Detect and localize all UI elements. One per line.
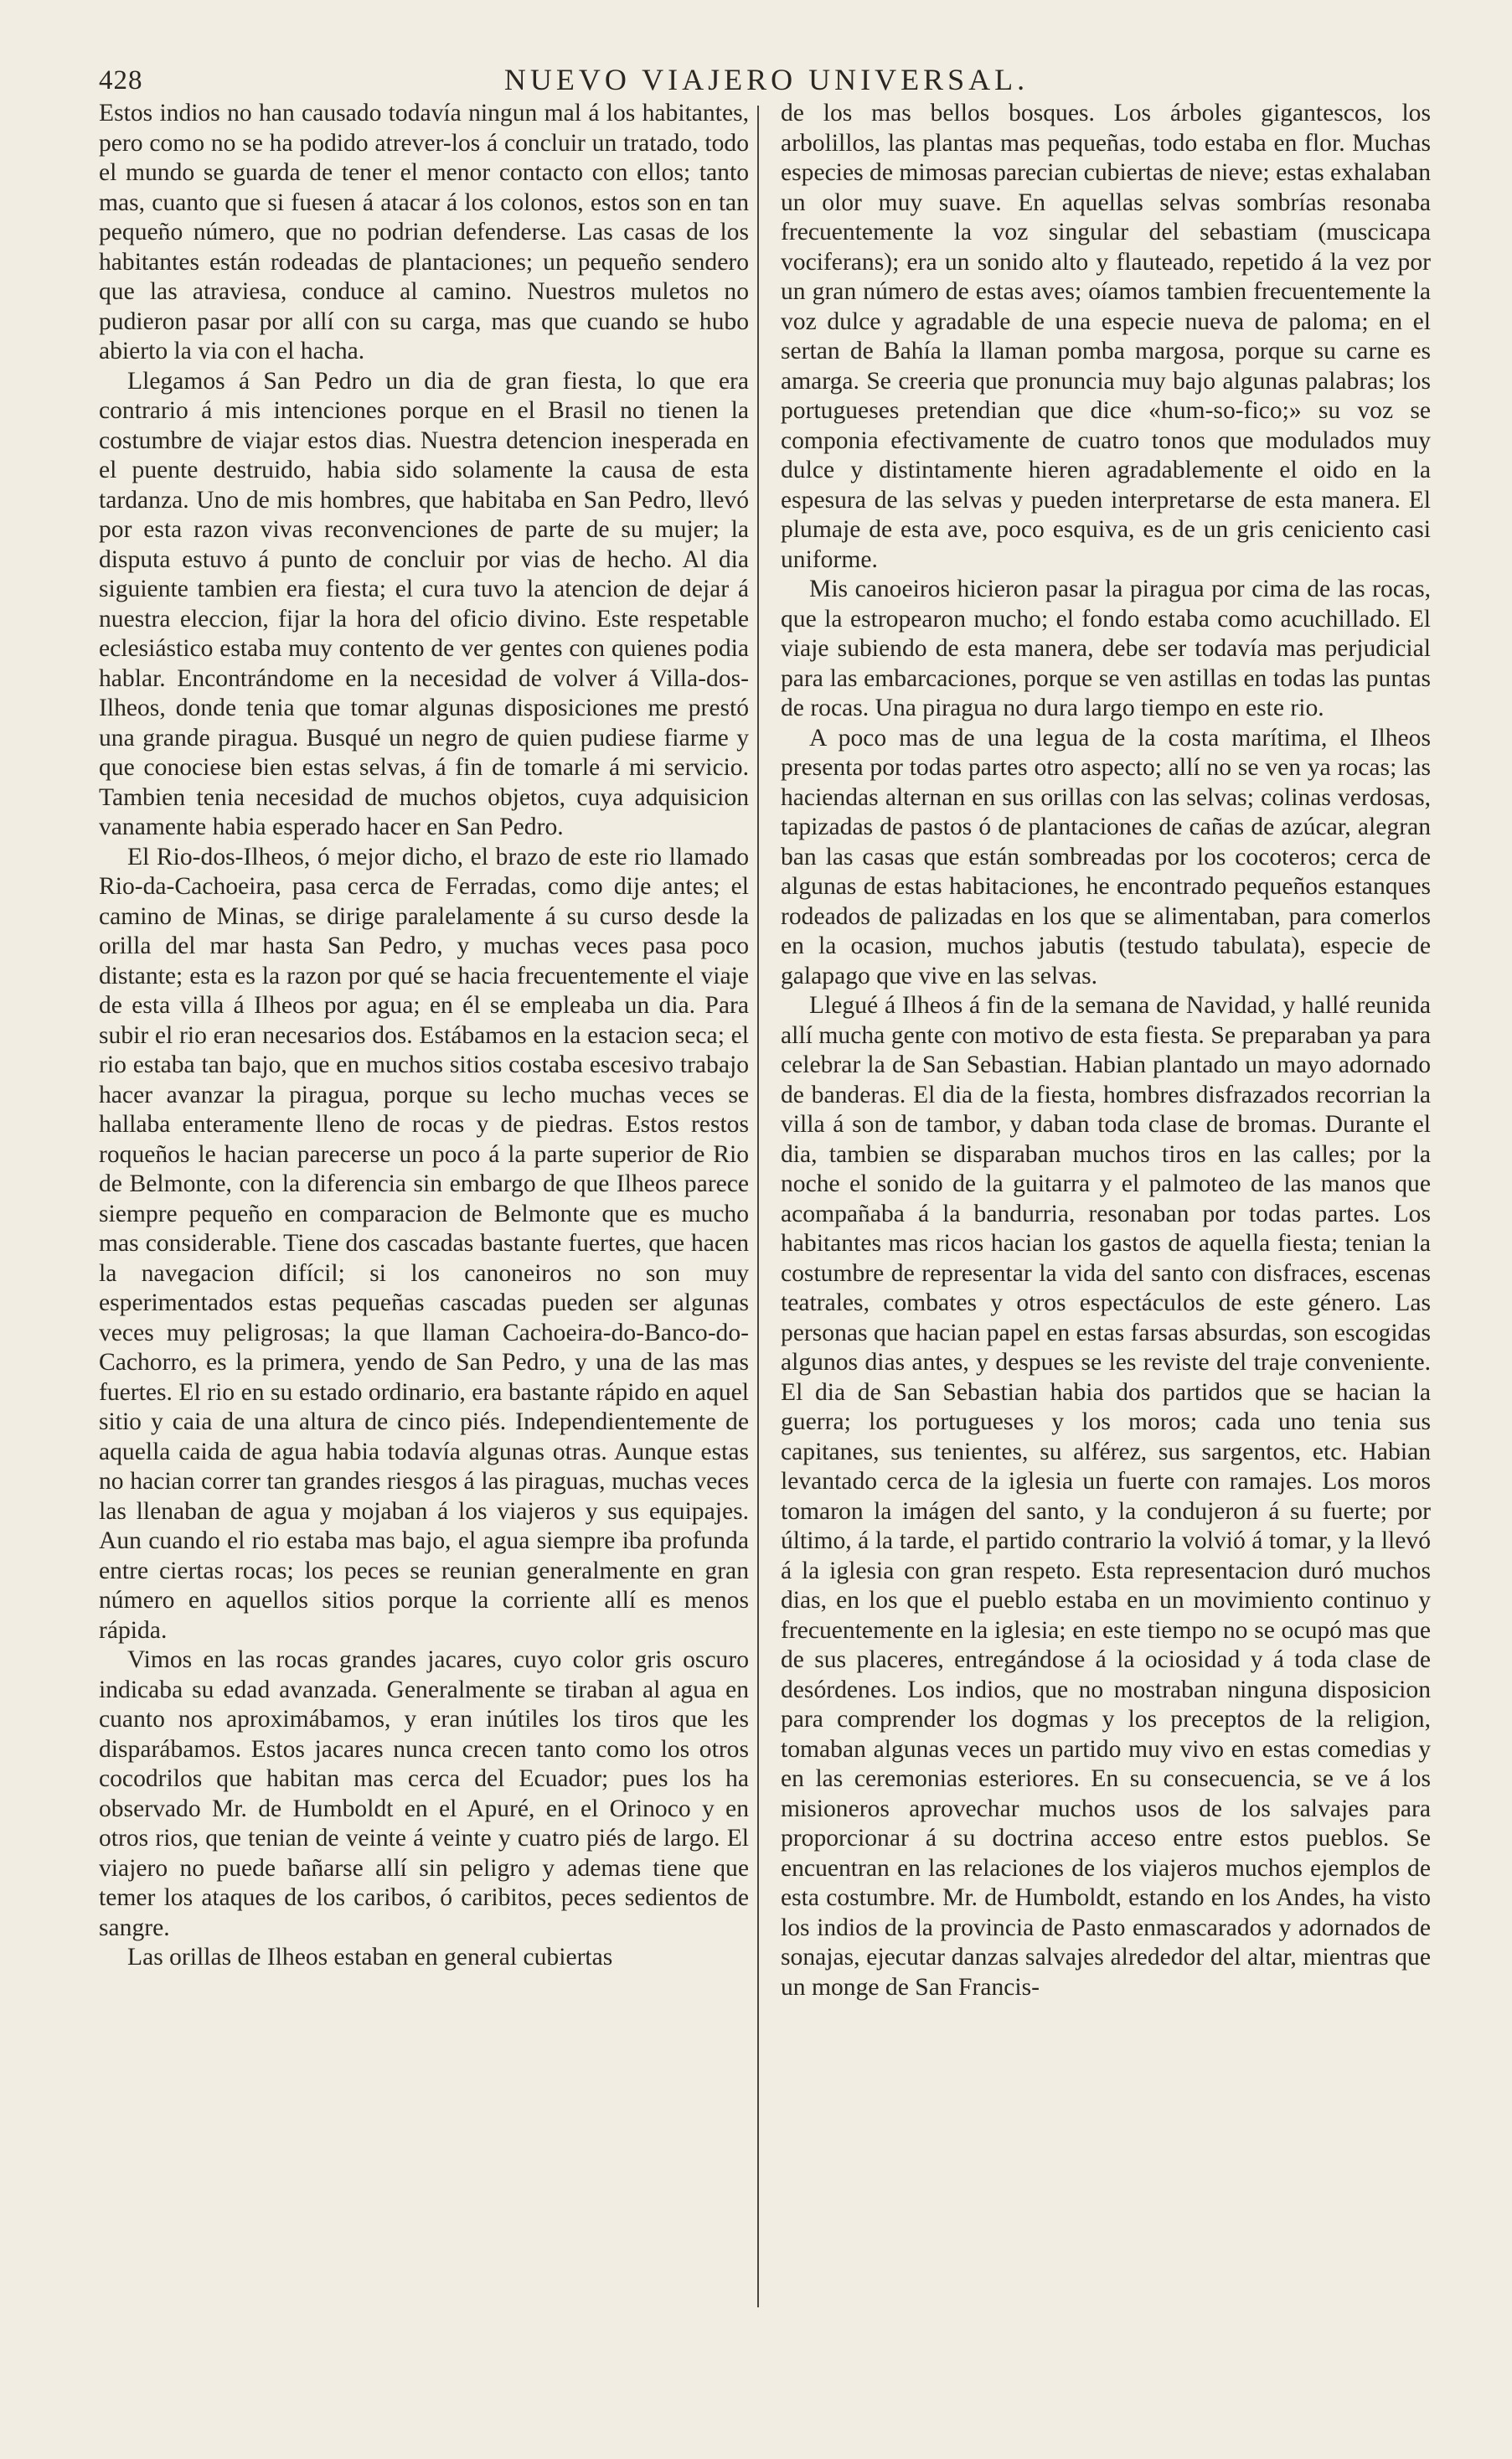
running-title: NUEVO VIAJERO UNIVERSAL. <box>503 63 1030 96</box>
paragraph: Llegamos á San Pedro un dia de gran fiesta, lo que era contrario á mis intenciones porque en el Brasil no tienen la costumbre de viajar estos dias. Nuestra detencion inesperada en el puente destruido, habia sido solamente la causa de esta tardanza. Uno de mis hombres, que habitaba en San Pedro, llevó por esta razon vivas reconvenciones de parte de su mujer; la disputa estuvo á punto de concluir por vias de hecho. Al dia siguiente tambien era fiesta; el cura tuvo la atencion de dejar á nuestra eleccion, fijar la hora del oficio divino. Este respetable eclesiástico estaba muy contento de ver gentes con quienes podia hablar. Encontrándome en la necesidad de volver á Villa-dos-Ilheos, donde tenia que tomar algunas disposiciones me prestó una grande piragua. Busqué un negro de quien pudiese fiarme y que conociese bien estas selvas, á fin de tomarle á mi servicio. Tambien tenia necesidad de muchos objetos, cuya adquisicion vanamente habia esperado hacer en San Pedro. <box>99 367 749 840</box>
page-number: 428 <box>99 65 143 96</box>
paragraph: El Rio-dos-Ilheos, ó mejor dicho, el brazo de este rio llamado Rio-da-Cachoeira, pasa cerca de Ferradas, como dije antes; el camino de Minas, se dirige paralelamente á su curso desde la orilla del mar hasta San Pedro, y muchas veces pasa poco distante; esta es la razon por qué se hacia frecuentemente el viaje de esta villa á Ilheos por agua; en él se empleaba un dia. Para subir el rio eran necesarios dos. Estábamos en la estacion seca; el rio estaba tan bajo, que en muchos sitios costaba escesivo trabajo hacer avanzar la piragua, porque su lecho muchas veces se hallaba enteramente lleno de rocas y de piedras. Estos restos roqueños le hacian parecerse un poco á la parte superior de Rio de Belmonte, con la diferencia sin embargo de que Ilheos parece siempre pequeño en comparacion de Belmonte que es mucho mas considerable. Tiene dos cascadas bastante fuertes, que hacen la navegacion difícil; si los canoneiros no son muy esperimentados estas pequeñas cascadas pueden ser algunas veces muy peligrosas; la que llaman Cachoeira-do-Banco-do-Cachorro, es la primera, yendo de San Pedro, y una de las mas fuertes. El rio en su estado ordinario, era bastante rápido en aquel sitio y caia de una altura de cinco piés. Independientemente de aquella caida de agua habia todavía algunas otras. Aunque estas no hacian correr tan grandes riesgos á las piraguas, muchas veces las llenaban de agua y mojaban á los viajeros y sus equipajes. Aun cuando el rio estaba mas bajo, el agua siempre iba profunda entre ciertas rocas; los peces se reunian generalmente en gran número en aquellos sitios porque la corriente allí es menos rápida. <box>99 843 749 1644</box>
paragraph: A poco mas de una legua de la costa marítima, el Ilheos presenta por todas partes otro aspecto; allí no se ven ya rocas; las haciendas alternan en sus orillas con las selvas; colinas verdosas, tapizadas de pastos ó de plantaciones de cañas de azúcar, alegran ban las casas que están sombreadas por los cocoteros; cerca de algunas de estas habitaciones, he encontrado pequeños estanques rodeados de palizadas en los que se alimentaban, para comerlos en la ocasion, muchos jabutis (testudo tabulata), especie de galapago que vive en las selvas. <box>781 724 1431 989</box>
paragraph: Mis canoeiros hicieron pasar la piragua por cima de las rocas, que la estropearon mucho; el fondo estaba como acuchillado. El viaje subiendo de esta manera, debe ser todavía mas perjudicial para las embarcaciones, porque se ven astillas en todas las puntas de rocas. Una piragua no dura largo tiempo en este rio. <box>781 576 1431 721</box>
paragraph: Vimos en las rocas grandes jacares, cuyo color gris oscuro indicaba su edad avanzada. Generalmente se tiraban al agua en cuanto nos aproximábamos, y eran inútiles los tiros que les disparábamos. Estos jacares nunca crecen tanto como los otros cocodrilos que habitan mas cerca del Ecuador; pues los ha observado Mr. de Humboldt en el Apuré, en el Orinoco y en otros rios, que tenian de veinte á veinte y cuatro piés de largo. El viajero no puede bañarse allí sin peligro y ademas tiene que temer los ataques de los caribos, ó caribitos, peces sedientos de sangre. <box>99 1646 749 1941</box>
paragraph: Estos indios no han causado todavía ningun mal á los habitantes, pero como no se ha podido atrever-los á concluir un tratado, todo el mundo se guarda de tener el menor contacto con ellos; tanto mas, cuanto que si fuesen á atacar á los colonos, estos son en tan pequeño número, que no podrian defenderse. Las casas de los habitantes están rodeadas de plantaciones; un pequeño sendero que las atraviesa, conduce al camino. Nuestros muletos no pudieron pasar por allí con su carga, mas que cuando se hubo abierto la via con el hacha. <box>99 100 749 364</box>
paragraph: de los mas bellos bosques. Los árboles gigantescos, los arbolillos, las plantas mas pequeñas, todo estaba en flor. Muchas especies de mimosas parecian cubiertas de nieve; estas exhalaban un olor muy suave. En aquellas selvas sombrías resonaba frecuentemente la voz singular del sebastiam (muscicapa vociferans); era un sonido alto y flauteado, repetido á la vez por un gran número de estas aves; oíamos tambien frecuentemente la voz dulce y agradable de una especie nueva de paloma; en el sertan de Bahía la llaman pomba margosa, porque su carne es amarga. Se creeria que pronuncia muy bajo algunas palabras; los portugueses pretendian que dice «hum-so-fico;» su voz se componia efectivamente de cuatro tonos que modulados muy dulce y distintamente hieren agradablemente el oido en la espesura de las selvas y pueden interpretarse de esta manera. El plumaje de esta ave, poco esquiva, es de un gris ceniciento casi uniforme. <box>781 100 1431 573</box>
column-divider <box>757 106 759 2307</box>
paragraph: Llegué á Ilheos á fin de la semana de Navidad, y hallé reunida allí mucha gente con motivo de esta fiesta. Se preparaban ya para celebrar la de San Sebastian. Habian plantado un mayo adornado de banderas. El dia de la fiesta, hombres disfrazados recorrian la villa á son de tambor, y daban toda clase de bromas. Durante el dia, tambien se disparaban muchos tiros en las calles; por la noche el sonido de la guitarra y el palmoteo de las manos que acompañaba á la bandurria, resonaban por todas partes. Los habitantes mas ricos hacian los gastos de aquella fiesta; tenian la costumbre de representar la vida del santo con disfraces, escenas teatrales, combates y otros espectáculos de este género. Las personas que hacian papel en estas farsas absurdas, son escogidas algunos dias antes, y despues se les reviste del traje conveniente. El dia de San Sebastian habia dos partidos que se hacian la guerra; los portugueses y los moros; cada uno tenia sus capitanes, sus tenientes, su alférez, sus sargentos, etc. Habian levantado cerca de la iglesia un fuerte con ramajes. Los moros tomaron la imágen del santo, y la condujeron á su fuerte; por último, á la tarde, el partido contrario la volvió á tomar, y la llevó á la iglesia con gran respeto. Esta representacion duró muchos dias, en los que el pueblo estaba en un movimiento continuo y frecuentemente en la iglesia; en este tiempo no se ocupó mas que de sus placeres, entregándose á la ociosidad y á toda clase de desórdenes. Los indios, que no mostraban ninguna disposicion para comprender los dogmas y los preceptos de la religion, tomaban algunas veces un partido muy vivo en estas comedias y en las ceremonias esteriores. En su consecuencia, se ve á los misioneros aprovechar muchos usos de los salvajes para proporcionar á su doctrina acceso entre estos pueblos. Se encuentran en las relaciones de los viajeros muchos ejemplos de esta costumbre. Mr. de Humboldt, estando en los Andes, ha visto los indios de la provincia de Pasto enmascarados y adornados de sonajas, ejecutar danzas salvajes alrededor del altar, mientras que un monge de San Francis- <box>781 992 1431 2001</box>
paragraph: Las orillas de Ilheos estaban en general cubiertas <box>127 1944 613 1971</box>
right-column <box>781 99 1431 2002</box>
left-column <box>99 99 749 1973</box>
